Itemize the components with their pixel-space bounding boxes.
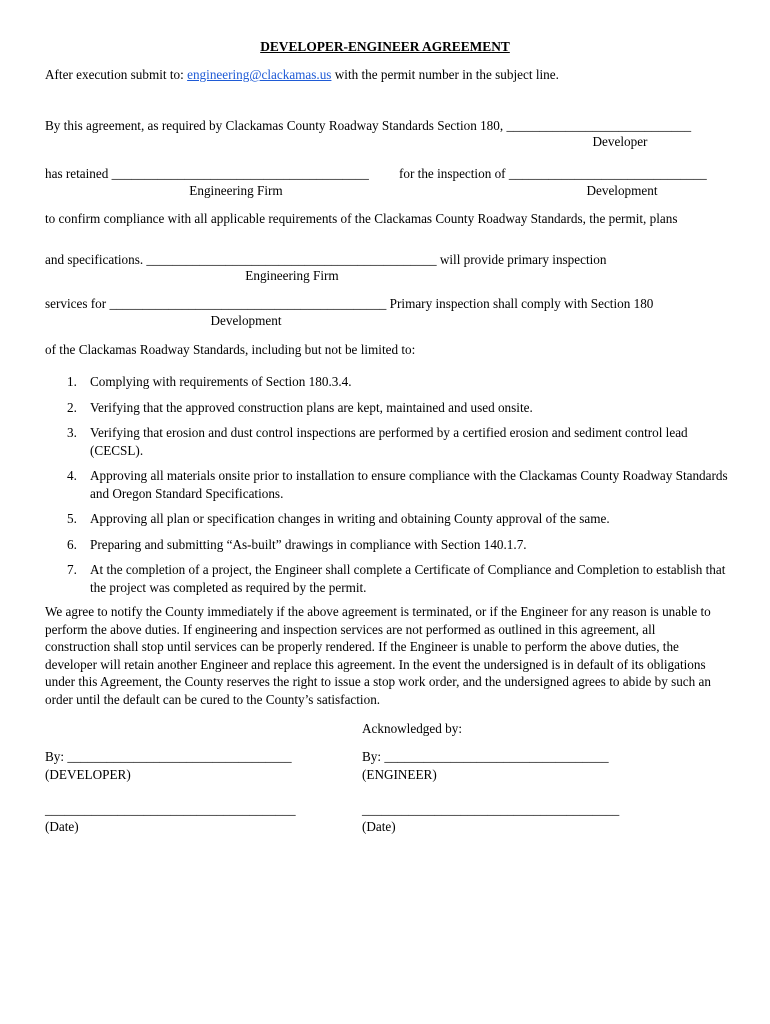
list-item (45, 561, 735, 596)
developer-label-sig: (DEVELOPER) (45, 767, 131, 782)
development-label-2: Development (210, 313, 282, 328)
developer-date-label: (Date) (45, 819, 79, 834)
list-item-text: Preparing and submitting “As-built” drawings in compliance with Section 140.1.7. (90, 536, 527, 552)
list-item-text: Verifying that the approved construction plans are kept, maintained and used onsite. (90, 399, 533, 415)
list-item (45, 536, 735, 554)
developer-date-line: ______________________________________ (45, 802, 296, 817)
list-item-number: 2. (67, 399, 77, 415)
engineering-firm-label: Engineering Firm (189, 183, 283, 198)
submit-instruction (45, 66, 559, 84)
acknowledged-label: Acknowledged by: (362, 721, 462, 736)
list-item-text: Verifying that erosion and dust control inspections are performed by a certified erosion and sediment control lead (CECSL). (90, 425, 688, 458)
developer-signature-line: By: __________________________________ (45, 749, 292, 764)
intro-line-4: and specifications. ____________________________________________ will provide primary inspection (45, 252, 607, 267)
submit-prefix: After execution submit to: (45, 67, 188, 82)
engineer-date-line: _______________________________________ (362, 802, 620, 817)
engineer-label-sig: (ENGINEER) (362, 767, 437, 782)
list-item-number: 7. (67, 562, 77, 577)
list-item-text: Approving all materials onsite prior to installation to ensure compliance with the Clackamas County Roadway Standards and Oregon Standard Specifications. (90, 468, 728, 501)
document-title: DEVELOPER-ENGINEER AGREEMENT (260, 39, 510, 54)
development-label: Development (586, 183, 658, 198)
list-item-number: 1. (67, 374, 77, 389)
intro-line-3: to confirm compliance with all applicable requirements of the Clackamas County Roadway Standards, the permit, plans (45, 211, 678, 226)
intro-line-6: of the Clackamas Roadway Standards, including but not be limited to: (45, 342, 416, 357)
list-item-number: 3. (67, 425, 77, 440)
closing-paragraph: We agree to notify the County immediately if the above agreement is terminated, or if the Engineer for any reason is unable to perform the above duties. If engineering and inspection services are not performed as outlined in this agreement, all construction shall stop until services can be properly rendered. If the Engineer is unable to perform the above duties, the developer will retain another Engineer and replace this agreement. In the event the undersigned is in default of its obligations under this Agreement, the County reserves the right to issue a stop work order, and the undersigned agrees to abide by such an order until the default can be cured to the County’s satisfaction. (45, 604, 711, 707)
email-link[interactable]: engineering@clackamas.us (187, 67, 332, 82)
list-item-text: Complying with requirements of Section 180.3.4. (90, 374, 352, 389)
list-item-number: 5. (67, 511, 77, 526)
submit-suffix: with the permit number in the subject line. (331, 67, 559, 82)
list-item (45, 399, 735, 417)
list-item-number: 6. (67, 536, 77, 552)
developer-label: Developer (592, 134, 648, 149)
intro-line-5: services for __________________________________________ Primary inspection shall comply with Section 180 (45, 296, 654, 311)
list-item-text: Approving all plan or specification changes in writing and obtaining County approval of the same. (90, 511, 610, 526)
engineer-date-label: (Date) (362, 819, 396, 834)
list-item-text: At the completion of a project, the Engineer shall complete a Certificate of Compliance and Completion to establish that the project was completed as required by the permit. (90, 562, 726, 595)
list-item (45, 373, 735, 391)
intro-line-1: By this agreement, as required by Clackamas County Roadway Standards Section 180, ____________________________ (45, 118, 692, 133)
list-item-number: 4. (67, 468, 77, 483)
list-item (45, 467, 735, 502)
intro-line-2-right: for the inspection of ______________________________ (399, 166, 707, 181)
list-item (45, 424, 735, 459)
engineering-firm-label-2: Engineering Firm (245, 268, 339, 283)
requirements-list (45, 373, 735, 604)
intro-line-2-left: has retained _______________________________________ (45, 166, 369, 181)
engineer-signature-line: By: __________________________________ (362, 749, 609, 764)
list-item (45, 510, 735, 528)
